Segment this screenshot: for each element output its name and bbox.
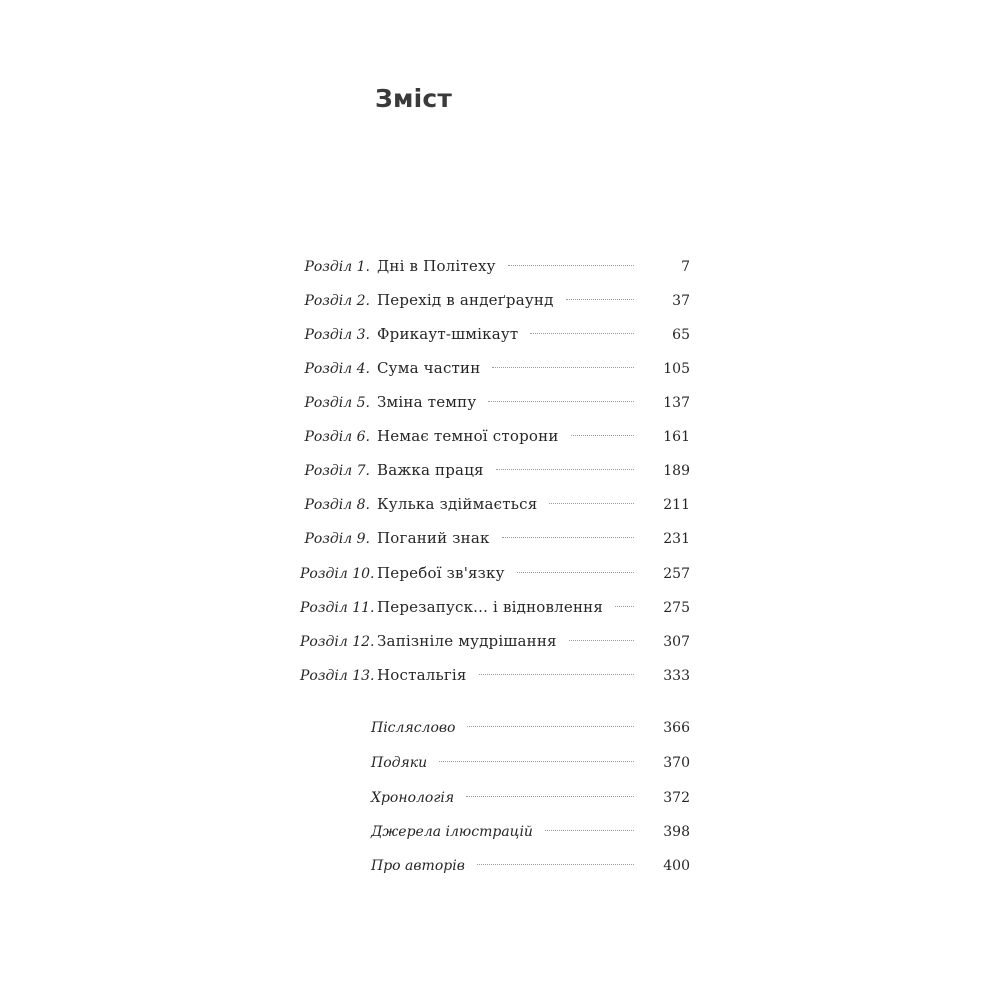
chapter-title: Поганий знак [377, 529, 490, 547]
page-number: 231 [663, 531, 690, 547]
toc-row-chapter-6 [300, 424, 690, 448]
chapter-label: Розділ 4. [304, 361, 370, 377]
chapter-label: Розділ 1. [304, 259, 370, 275]
page-number: 161 [663, 429, 690, 445]
toc-row-chapter-4 [300, 356, 690, 380]
dot-leader [569, 640, 634, 641]
dot-leader [466, 796, 634, 797]
toc-row-afterword [371, 716, 690, 740]
toc-row-chapter-1 [300, 254, 690, 278]
toc-row-chapter-12 [300, 629, 690, 653]
toc-row-chapter-9 [300, 526, 690, 550]
back-matter-title: Хронологія [371, 790, 455, 806]
page-number: 137 [663, 395, 690, 411]
chapter-label: Розділ 9. [304, 531, 370, 547]
page-number: 189 [663, 463, 690, 479]
page-number: 333 [663, 668, 690, 684]
chapter-label: Розділ 6. [304, 429, 370, 445]
dot-leader [508, 265, 634, 266]
chapter-title: Перехід в андеґраунд [377, 291, 554, 309]
chapter-title: Важка праця [377, 461, 484, 479]
chapter-label: Розділ 10. [300, 566, 375, 582]
toc-row-chapter-2 [300, 288, 690, 312]
back-matter-title: Післяслово [371, 720, 456, 736]
toc-row-chapter-13 [300, 663, 690, 687]
chapter-title: Запізніле мудрішання [377, 632, 557, 650]
chapter-label: Розділ 5. [304, 395, 370, 411]
dot-leader [530, 333, 634, 334]
chapter-title: Перезапуск... і відновлення [377, 598, 604, 616]
toc-row-chapter-11 [300, 595, 690, 619]
chapter-label: Розділ 3. [304, 327, 370, 343]
dot-leader [479, 674, 634, 675]
page-number: 398 [663, 824, 690, 840]
dot-leader [496, 469, 634, 470]
chapter-label: Розділ 11. [300, 600, 375, 616]
back-matter-title: Подяки [371, 755, 428, 771]
toc-row-illustration-sources [371, 820, 690, 844]
page-number: 370 [663, 755, 690, 771]
chapter-label: Розділ 12. [300, 634, 375, 650]
toc-row-chapter-10 [300, 561, 690, 585]
toc-row-chapter-8 [300, 492, 690, 516]
chapter-label: Розділ 13. [300, 668, 375, 684]
dot-leader [488, 401, 634, 402]
toc-row-chapter-3 [300, 322, 690, 346]
toc-row-chapter-7 [300, 458, 690, 482]
page-number: 65 [672, 327, 690, 343]
page-title: Зміст [375, 84, 453, 113]
dot-leader [615, 606, 634, 607]
dot-leader [477, 864, 634, 865]
page-number: 307 [663, 634, 690, 650]
chapter-label: Розділ 2. [304, 293, 370, 309]
dot-leader [571, 435, 634, 436]
dot-leader [545, 830, 634, 831]
dot-leader [492, 367, 634, 368]
page-number: 211 [663, 497, 690, 513]
toc-row-chapter-5 [300, 390, 690, 414]
chapter-title: Ностальгія [377, 666, 467, 684]
dot-leader [517, 572, 634, 573]
dot-leader [502, 537, 634, 538]
chapter-title: Перебої зв'язку [377, 564, 505, 582]
back-matter-title: Джерела ілюстрацій [371, 824, 533, 840]
page-number: 7 [681, 259, 690, 275]
dot-leader [467, 726, 634, 727]
chapter-title: Дні в Політеху [377, 257, 496, 275]
page-number: 257 [663, 566, 690, 582]
chapter-label: Розділ 7. [304, 463, 370, 479]
toc-row-chronology [371, 786, 690, 810]
chapter-title: Зміна темпу [377, 393, 477, 411]
toc-row-about-authors [371, 854, 690, 878]
dot-leader [566, 299, 635, 300]
page-number: 275 [663, 600, 690, 616]
chapter-title: Кулька здіймається [377, 495, 538, 513]
page-number: 400 [663, 858, 690, 874]
back-matter-title: Про авторів [371, 858, 465, 874]
page-number: 366 [663, 720, 690, 736]
dot-leader [439, 761, 634, 762]
dot-leader [549, 503, 634, 504]
chapter-title: Сума частин [377, 359, 481, 377]
toc-row-acknowledgements [371, 751, 690, 775]
chapter-title: Немає темної сторони [377, 427, 559, 445]
chapter-label: Розділ 8. [304, 497, 370, 513]
page-number: 37 [672, 293, 690, 309]
chapter-title: Фрикаут-шмікаут [377, 325, 519, 343]
page-number: 105 [663, 361, 690, 377]
page-number: 372 [663, 790, 690, 806]
